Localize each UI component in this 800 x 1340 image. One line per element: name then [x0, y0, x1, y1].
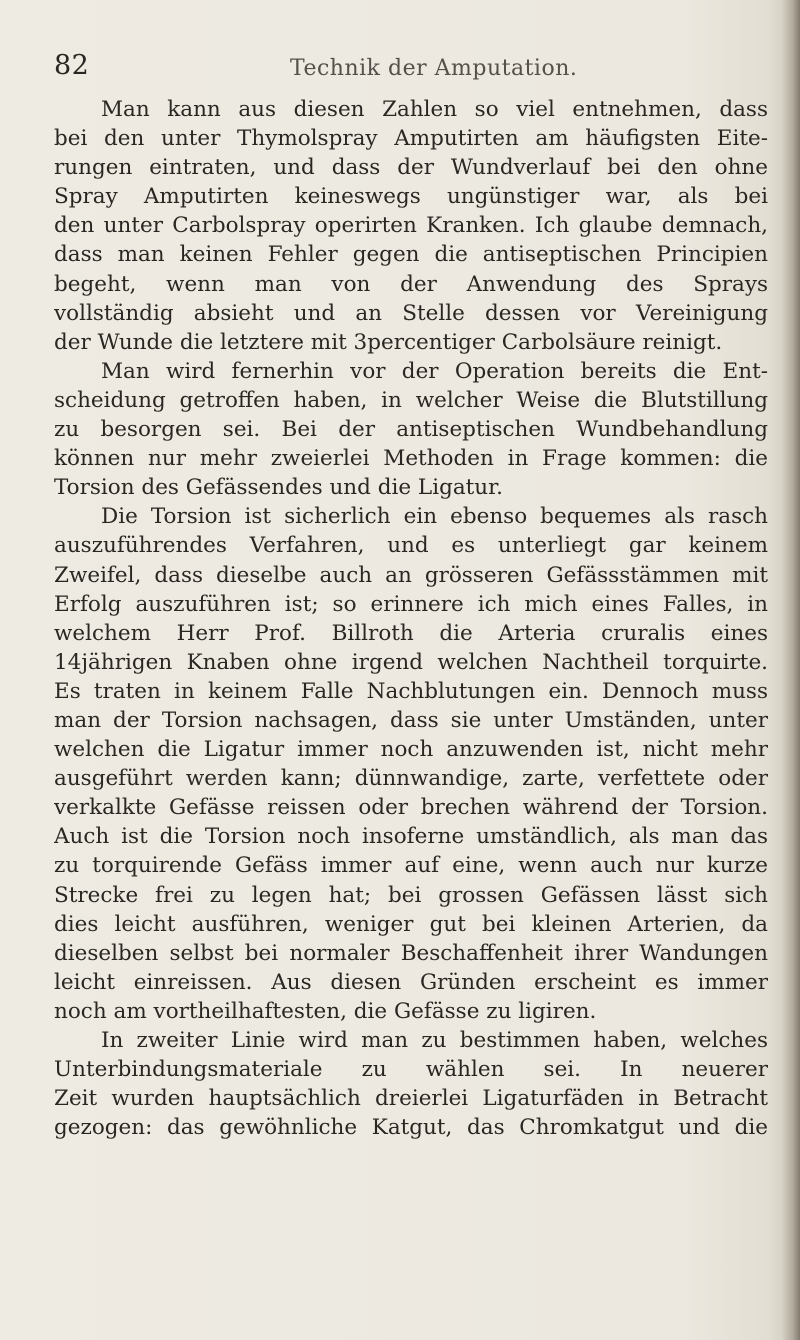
text-line: Man wird fernerhin vor der Operation bereits die Ent-: [101, 358, 768, 384]
text-line: dieselben selbst bei normaler Beschaffenheit ihrer Wandungen: [54, 940, 768, 966]
page-edge-shadow: [782, 0, 800, 1340]
body-text: [54, 95, 768, 1142]
text-line: können nur mehr zweierlei Methoden in Frage kommen: die: [54, 446, 768, 472]
page-header: [54, 50, 754, 90]
text-line: Man kann aus diesen Zahlen so viel entnehmen, dass: [101, 97, 768, 122]
text-line: der Wunde die letztere mit 3percentiger Carbolsäure reinigt.: [54, 329, 723, 355]
text-line: man der Torsion nachsagen, dass sie unter Umständen, unter: [54, 707, 768, 733]
text-line: gezogen: das gewöhnliche Katgut, das Chromkatgut und die: [54, 1115, 768, 1141]
text-line: welchem Herr Prof. Billroth die Arteria cruralis eines: [54, 620, 768, 646]
text-line: Es traten in keinem Falle Nachblutungen ein. Dennoch muss: [54, 678, 768, 704]
text-line: verkalkte Gefässe reissen oder brechen während der Torsion.: [54, 795, 768, 821]
text-line: dass man keinen Fehler gegen die antiseptischen Principien: [54, 242, 768, 268]
text-line: ausgeführt werden kann; dünnwandige, zarte, verfettete oder: [54, 766, 768, 792]
text-line: den unter Carbolspray operirten Kranken. Ich glaube demnach,: [54, 213, 768, 239]
text-line: vollständig absieht und an Stelle dessen vor Vereinigung: [54, 300, 768, 326]
text-line: bei den unter Thymolspray Amputirten am häufigsten Eite-: [54, 126, 768, 152]
text-line: rungen eintraten, und dass der Wundverlauf bei den ohne: [54, 155, 768, 181]
text-line: Zweifel, dass dieselbe auch an grösseren Gefässstämmen mit: [54, 562, 768, 588]
text-line: dies leicht ausführen, weniger gut bei kleinen Arterien, da: [54, 911, 768, 937]
text-line: leicht einreissen. Aus diesen Gründen erscheint es immer: [54, 969, 768, 995]
text-line: Erfolg auszuführen ist; so erinnere ich mich eines Falles, in: [54, 591, 768, 617]
text-line: zu besorgen sei. Bei der antiseptischen Wundbehandlung: [54, 417, 768, 443]
text-line: 14jährigen Knaben ohne irgend welchen Nachtheil torquirte.: [54, 649, 768, 675]
text-line: Torsion des Gefässendes und die Ligatur.: [54, 475, 503, 501]
text-line: Spray Amputirten keineswegs ungünstiger war, als bei: [54, 184, 768, 210]
text-line: zu torquirende Gefäss immer auf eine, wenn auch nur kurze: [54, 853, 768, 879]
running-title: Technik der Amputation.: [290, 56, 578, 81]
text-line: scheidung getroffen haben, in welcher Weise die Blutstillung: [54, 387, 768, 413]
page-number: 82: [54, 50, 90, 81]
text-line: Auch ist die Torsion noch insoferne umständlich, als man das: [54, 824, 768, 850]
text-line: welchen die Ligatur immer noch anzuwenden ist, nicht mehr: [54, 737, 768, 763]
text-line: auszuführendes Verfahren, und es unterliegt gar keinem: [54, 533, 768, 559]
text-line: begeht, wenn man von der Anwendung des Sprays: [54, 271, 768, 297]
text-line: noch am vortheilhaftesten, die Gefässe zu ligiren.: [54, 998, 597, 1024]
text-line: Unterbindungsmateriale zu wählen sei. In neuerer: [54, 1057, 768, 1083]
text-line: Strecke frei zu legen hat; bei grossen Gefässen lässt sich: [54, 882, 768, 908]
text-line: Zeit wurden hauptsächlich dreierlei Ligaturfäden in Betracht: [54, 1086, 768, 1112]
text-line: Die Torsion ist sicherlich ein ebenso bequemes als rasch: [101, 504, 768, 530]
text-line: In zweiter Linie wird man zu bestimmen haben, welches: [101, 1028, 768, 1053]
